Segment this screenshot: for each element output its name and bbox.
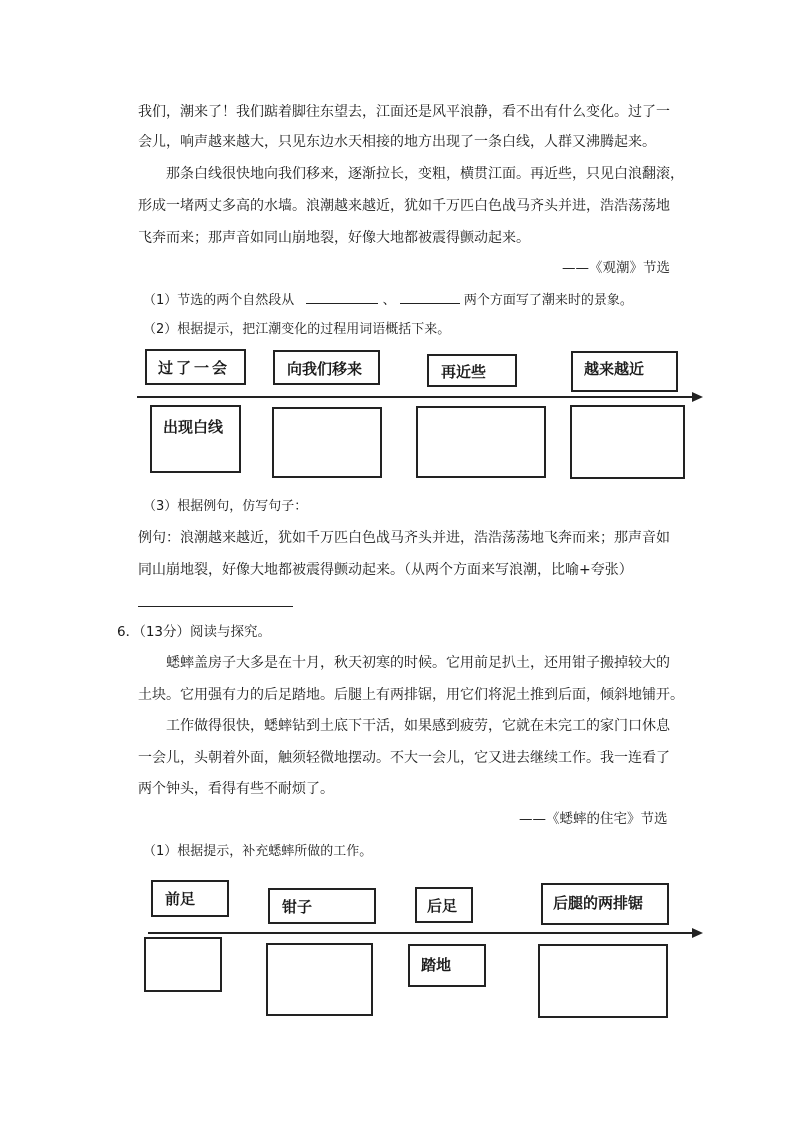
- cricket-top-label-4: 后腿的两排锯: [553, 894, 644, 912]
- example-line-1: 例句：浪潮越来越近，犹如千万匹白色战马齐头并进，浩浩荡荡地飞奔而来；那声音如: [138, 530, 670, 546]
- passage2-source: ——《蟋蟀的住宅》节选: [519, 811, 668, 827]
- example-line-2: 同山崩地裂，好像大地都被震得颤动起来。（从两个方面来写浪潮，比喻+夸张）: [138, 562, 633, 578]
- section-6-question-1: （1）根据提示，补充蟋蟀所做的工作。: [143, 844, 373, 859]
- passage2-line-1: 蟋蟀盖房子大多是在十月，秋天初寒的时候。它用前足扒土，还用钳子搬掉较大的: [166, 655, 670, 671]
- answer-blank-1[interactable]: [306, 289, 378, 304]
- tide-bottom-box-1: [150, 405, 241, 473]
- cricket-timeline-axis: [148, 932, 693, 934]
- question-1-suffix: 两个方面写了潮来时的景象。: [463, 293, 633, 308]
- passage1-line-3: 那条白线很快地向我们移来，逐渐拉长，变粗，横贯江面。再近些，只见白浪翻滚，: [166, 166, 684, 182]
- tide-top-label-4: 越来越近: [584, 360, 645, 378]
- tide-timeline-arrowhead: [692, 392, 703, 402]
- tide-top-label-2: 向我们移来: [287, 360, 363, 378]
- passage2-line-2: 土块。它用强有力的后足踏地。后腿上有两排锯，用它们将泥土推到后面，倾斜地铺开。: [138, 687, 684, 703]
- tide-top-label-3: 再近些: [441, 363, 487, 381]
- passage1-line-1: 我们，潮来了！我们踮着脚往东望去，江面还是风平浪静，看不出有什么变化。过了一: [138, 104, 670, 120]
- section-6-title: 6．（13分）阅读与探究。: [117, 624, 272, 640]
- passage1-source: ——《观潮》节选: [562, 260, 670, 276]
- cricket-timeline-arrowhead: [692, 928, 703, 938]
- cricket-answer-box-4[interactable]: [538, 944, 668, 1018]
- question-1-sep: 、: [382, 293, 396, 308]
- tide-answer-box-4[interactable]: [570, 405, 685, 479]
- cricket-answer-box-2[interactable]: [266, 943, 373, 1016]
- tide-bottom-label-1: 出现白线: [163, 418, 224, 436]
- passage2-line-3: 工作做得很快，蟋蟀钻到土底下干活，如果感到疲劳，它就在未完工的家门口休息: [166, 718, 670, 734]
- tide-timeline-axis: [137, 396, 693, 398]
- passage1-line-4: 形成一堵两丈多高的水墙。浪潮越来越近，犹如千万匹白色战马齐头并进，浩浩荡荡地: [138, 198, 670, 214]
- tide-answer-box-2[interactable]: [272, 407, 382, 478]
- tide-top-label-1: 过了一会: [158, 359, 231, 377]
- cricket-answer-box-1[interactable]: [144, 937, 222, 992]
- question-1: [143, 289, 633, 311]
- cricket-top-label-3: 后足: [427, 897, 458, 915]
- question-3: （3）根据例句，仿写句子：: [143, 499, 308, 514]
- question-2: （2）根据提示，把江潮变化的过程用词语概括下来。: [143, 322, 451, 337]
- passage2-line-5: 两个钟头，看得有些不耐烦了。: [138, 781, 334, 797]
- answer-line[interactable]: [138, 606, 293, 607]
- passage1-line-5: 飞奔而来；那声音如同山崩地裂，好像大地都被震得颤动起来。: [138, 230, 530, 246]
- tide-answer-box-3[interactable]: [416, 406, 546, 478]
- cricket-top-label-2: 钳子: [282, 898, 313, 916]
- cricket-top-label-1: 前足: [165, 890, 196, 908]
- passage2-line-4: 一会儿，头朝着外面，触须轻微地摆动。不大一会儿，它又进去继续工作。我一连看了: [138, 750, 670, 766]
- question-1-prefix: （1）节选的两个自然段从: [143, 293, 295, 308]
- passage1-line-2: 会儿，响声越来越大，只见东边水天相接的地方出现了一条白线，人群又沸腾起来。: [138, 134, 656, 150]
- cricket-bottom-label-3: 踏地: [421, 956, 452, 974]
- answer-blank-2[interactable]: [400, 289, 460, 304]
